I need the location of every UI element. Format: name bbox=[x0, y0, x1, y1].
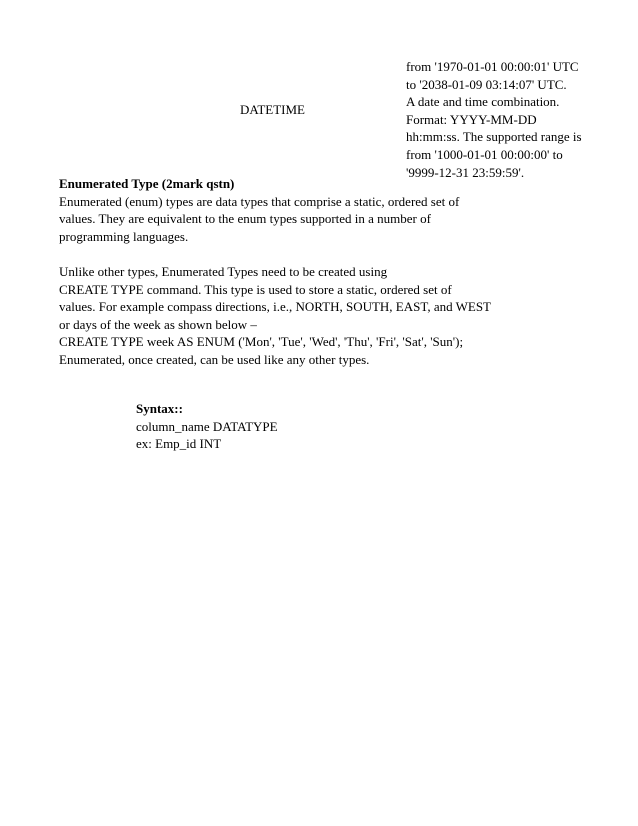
description-line: '9999-12-31 23:59:59'. bbox=[406, 164, 525, 180]
description-line: A date and time combination. bbox=[406, 94, 560, 110]
section-heading: Enumerated Type (2mark qstn) bbox=[59, 176, 235, 191]
syntax-heading: Syntax:: bbox=[136, 401, 183, 416]
paragraph-spacer bbox=[59, 245, 499, 263]
paragraph-line: values. For example compass directions, i.e., NORTH, SOUTH, EAST, and WEST bbox=[59, 299, 492, 315]
paragraph-line: Unlike other types, Enumerated Types need to be created using bbox=[59, 263, 388, 279]
description-line: from '1970-01-01 00:00:01' UTC bbox=[406, 59, 579, 74]
paragraph-line: CREATE TYPE command. This type is used to store a static, ordered set of bbox=[59, 281, 452, 297]
paragraph-line: Enumerated, once created, can be used like any other types. bbox=[59, 351, 370, 367]
paragraph-line: Enumerated (enum) types are data types that comprise a static, ordered set of bbox=[59, 193, 460, 209]
description-line: from '1000-01-01 00:00:00' to bbox=[406, 146, 563, 162]
paragraph-line: programming languages. bbox=[59, 228, 189, 244]
description-line: Format: YYYY-MM-DD bbox=[406, 111, 537, 127]
enumerated-type-section bbox=[59, 175, 499, 369]
paragraph-line: values. They are equivalent to the enum types supported in a number of bbox=[59, 211, 431, 227]
datatype-name-cell bbox=[240, 101, 305, 119]
datatype-name: DATETIME bbox=[240, 102, 305, 117]
datatype-description-cell bbox=[406, 58, 606, 181]
description-line: to '2038-01-09 03:14:07' UTC. bbox=[406, 76, 567, 92]
description-line: hh:mm:ss. The supported range is bbox=[406, 129, 582, 145]
paragraph-line: or days of the week as shown below – bbox=[59, 316, 257, 332]
syntax-example: ex: Emp_id INT bbox=[136, 436, 222, 452]
syntax-line: column_name DATATYPE bbox=[136, 418, 278, 434]
syntax-block bbox=[136, 400, 278, 453]
paragraph-line: CREATE TYPE week AS ENUM ('Mon', 'Tue', 'Wed', 'Thu', 'Fri', 'Sat', 'Sun'); bbox=[59, 334, 464, 350]
